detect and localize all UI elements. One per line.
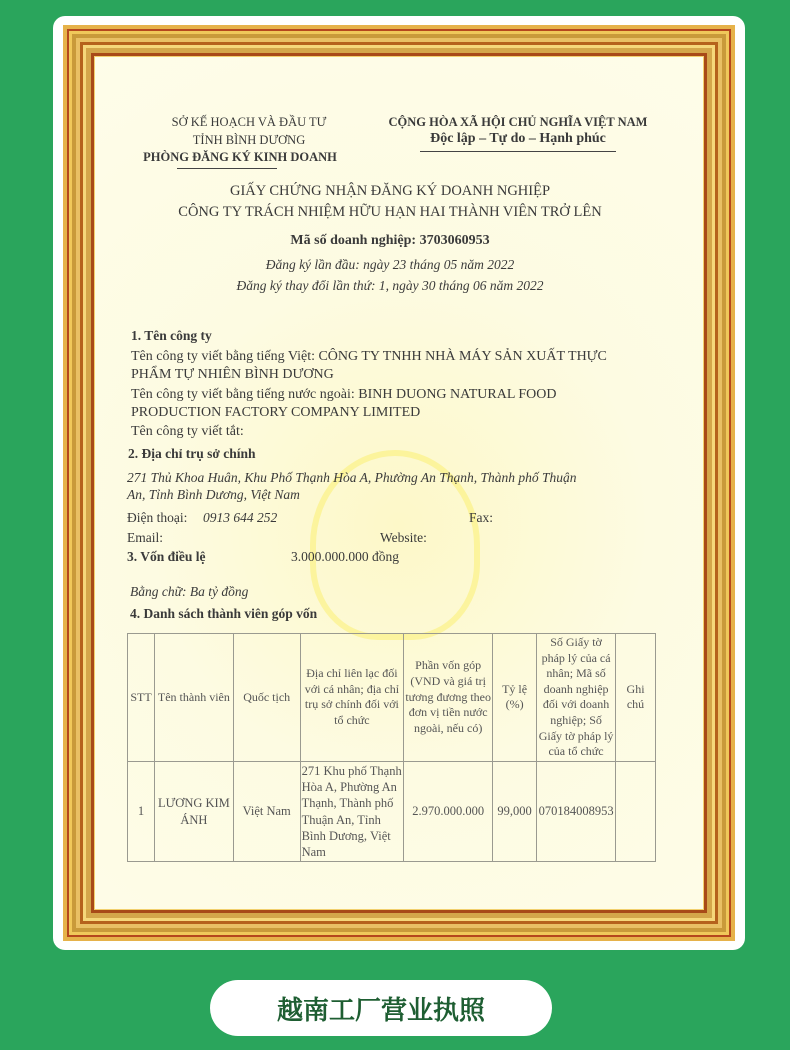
caption-button[interactable]: 越南工厂营业执照: [210, 980, 552, 1036]
cell-stt: 1: [128, 761, 155, 862]
title-line1: GIẤY CHỨNG NHẬN ĐĂNG KÝ DOANH NGHIỆP: [229, 183, 551, 199]
email-label: Email:: [127, 530, 163, 545]
phone-label: Điện thoại:: [127, 510, 188, 525]
vn-name-1: Tên công ty viết bằng tiếng Việt: CÔNG TY TNHH NHÀ MÁY SẢN XUẤT THỰC: [131, 349, 607, 364]
fax-label: Fax:: [469, 510, 494, 525]
vn-name-2: PHẨM TỰ NHIÊN BÌNH DƯƠNG: [131, 367, 334, 382]
members-table: [127, 633, 656, 862]
capital-in-words: Bằng chữ: Ba tỷ đồng: [130, 584, 249, 599]
cell-note: [616, 761, 656, 862]
column-header: Ghi chú: [616, 634, 656, 762]
cell-address: 271 Khu phố Thạnh Hòa A, Phường An Thạnh, Thành phố Thuận An, Tỉnh Bình Dương, Việt Nam: [300, 761, 404, 862]
charter-capital: 3.000.000.000 đồng: [291, 549, 399, 564]
enterprise-code: Mã số doanh nghiệp: 3703060953: [290, 233, 490, 248]
column-header: Quốc tịch: [233, 634, 300, 762]
header-right-line1: CỘNG HÒA XÃ HỘI CHỦ NGHĨA VIỆT NAM: [388, 115, 648, 129]
foreign-name-1: Tên công ty viết bằng tiếng nước ngoài: BINH DUONG NATURAL FOOD: [131, 387, 557, 402]
short-name: Tên công ty viết tắt:: [131, 424, 244, 439]
section2-heading: 2. Địa chỉ trụ sở chính: [128, 446, 256, 461]
header-left-line2: TỈNH BÌNH DƯƠNG: [192, 133, 306, 147]
table-header-row: [128, 634, 656, 762]
header-right-line2: Độc lập – Tự do – Hạnh phúc: [430, 131, 606, 146]
cell-ratio: 99,000: [493, 761, 537, 862]
first-registration: Đăng ký lần đầu: ngày 23 tháng 05 năm 2022: [265, 257, 515, 272]
change-registration: Đăng ký thay đổi lần thứ: 1, ngày 30 tháng 06 năm 2022: [236, 278, 544, 293]
title-line2: CÔNG TY TRÁCH NHIỆM HỮU HẠN HAI THÀNH VIÊN TRỞ LÊN: [178, 204, 602, 220]
address-2: An, Tỉnh Bình Dương, Việt Nam: [127, 487, 300, 502]
column-header: STT: [128, 634, 155, 762]
section4-heading: 4. Danh sách thành viên góp vốn: [130, 606, 318, 621]
table-row: [128, 761, 656, 862]
cell-id-number: 070184008953: [537, 761, 616, 862]
cell-member-name: LƯƠNG KIM ÁNH: [154, 761, 233, 862]
header-left-line3: PHÒNG ĐĂNG KÝ KINH DOANH: [143, 150, 337, 164]
website-label: Website:: [380, 530, 427, 545]
column-header: Phần vốn góp (VND và giá trị tương đương theo đơn vị tiền nước ngoài, nếu có): [404, 634, 493, 762]
phone-value: 0913 644 252: [203, 510, 278, 525]
column-header: Số Giấy tờ pháp lý của cá nhân; Mã số doanh nghiệp đối với doanh nghiệp; Số Giấy tờ pháp lý của tổ chức: [537, 634, 616, 762]
cell-nationality: Việt Nam: [233, 761, 300, 862]
column-header: Tỷ lệ (%): [493, 634, 537, 762]
section3-heading: 3. Vốn điều lệ: [127, 549, 206, 564]
section1-heading: 1. Tên công ty: [131, 328, 212, 343]
header-left-line1: SỞ KẾ HOẠCH VÀ ĐẦU TƯ: [171, 115, 327, 129]
column-header: Địa chỉ liên lạc đối với cá nhân; địa chỉ trụ sở chính đối với tổ chức: [300, 634, 404, 762]
foreign-name-2: PRODUCTION FACTORY COMPANY LIMITED: [131, 405, 421, 420]
cell-capital: 2.970.000.000: [404, 761, 493, 862]
address-1: 271 Thủ Khoa Huân, Khu Phố Thạnh Hòa A, Phường An Thạnh, Thành phố Thuận: [127, 470, 577, 485]
column-header: Tên thành viên: [154, 634, 233, 762]
